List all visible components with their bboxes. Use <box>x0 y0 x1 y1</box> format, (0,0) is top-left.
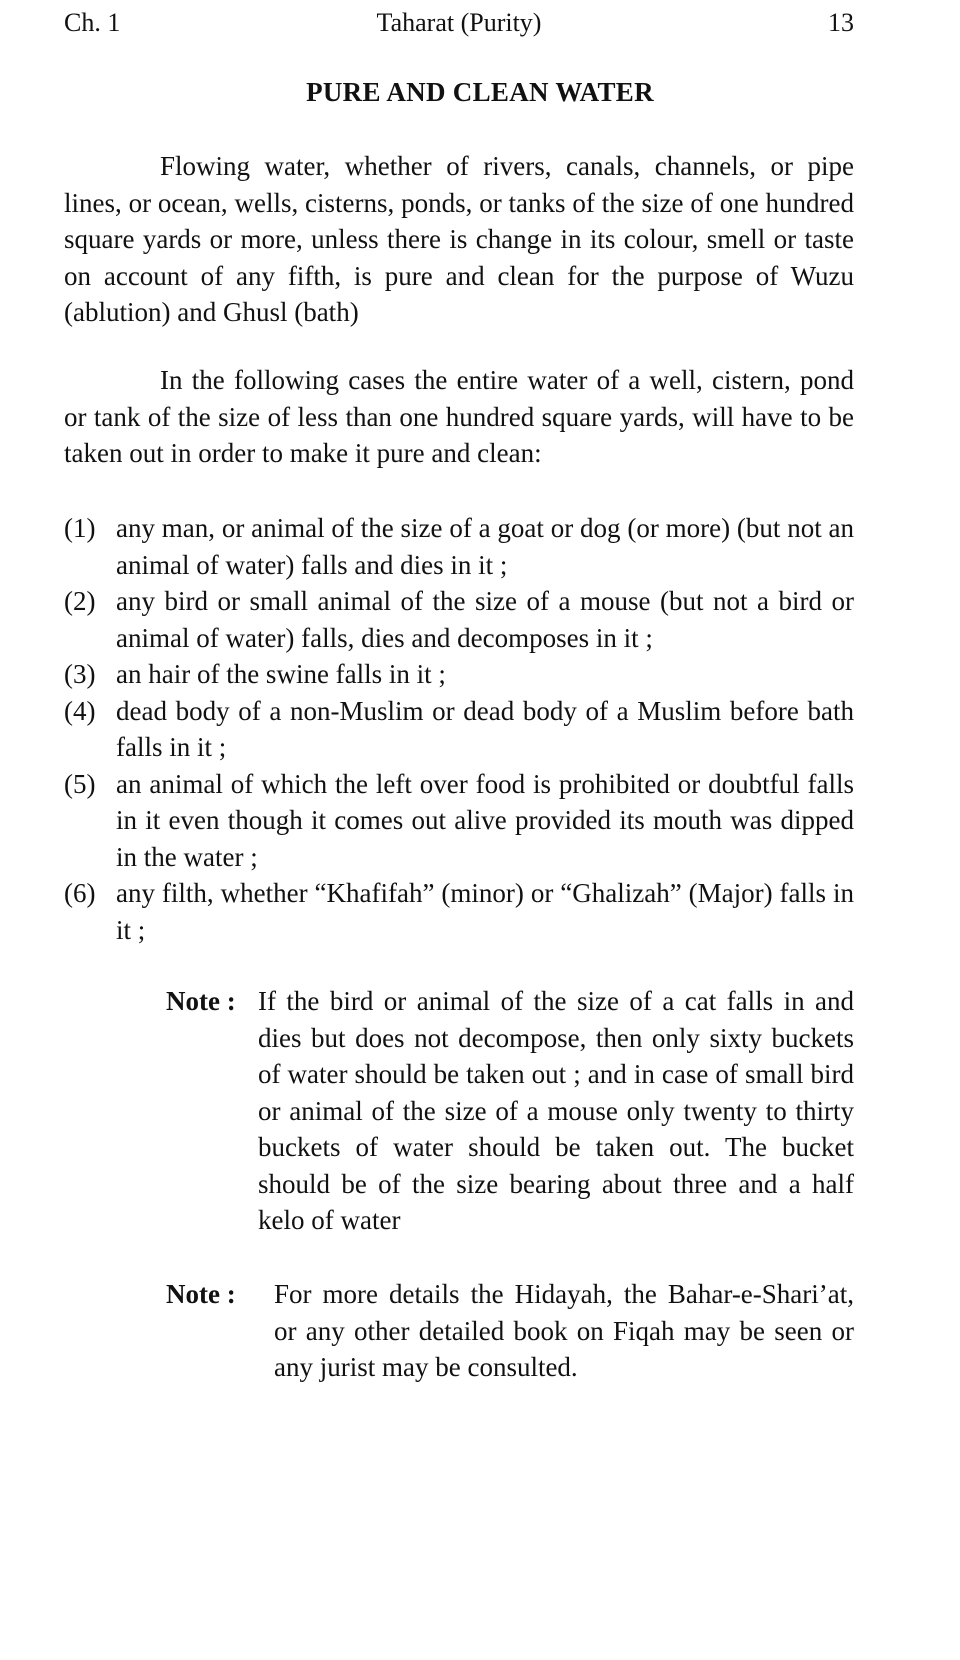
list-item-number: (3) <box>64 659 96 689</box>
list-item-text: any filth, whether “Khafifah” (minor) or “Ghalizah” (Major) falls in it ; <box>116 878 854 945</box>
list-item <box>64 510 854 583</box>
cases-list <box>64 510 854 948</box>
list-item <box>64 875 854 948</box>
running-title: Taharat (Purity) <box>376 8 542 37</box>
list-item-text: dead body of a non-Muslim or dead body of a Muslim before bath falls in it ; <box>116 695 854 762</box>
list-item-text: an hair of the swine falls in it ; <box>116 659 446 689</box>
list-item-number: (4) <box>64 695 96 726</box>
list-item-text: any man, or animal of the size of a goat or dog (or more) (but not an animal of water) falls and dies in it ; <box>116 513 854 580</box>
list-item <box>64 766 854 876</box>
note-further-details <box>166 1276 854 1386</box>
running-header <box>64 6 854 40</box>
list-item <box>64 583 854 656</box>
list-item-text: an animal of which the left over food is prohibited or doubtful falls in it even though it comes out alive provided its mouth was dipped in the water ; <box>116 768 854 872</box>
note-label: Note : <box>166 986 243 1016</box>
paragraph-following-cases: In the following cases the entire water of a well, cistern, pond or tank of the size of less than one hundred square yards, will have to be taken out in order to make it pure and clean: <box>64 365 854 468</box>
list-item-number: (1) <box>64 513 96 543</box>
list-item-number: (5) <box>64 768 96 799</box>
note-label: Note : <box>166 1279 243 1309</box>
note-bucket-count <box>166 983 854 1239</box>
section-title: PURE AND CLEAN WATER <box>306 77 654 107</box>
list-item-text: any bird or small animal of the size of a mouse (but not a bird or animal of water) falls, dies and decomposes in it ; <box>116 586 854 653</box>
list-item <box>64 693 854 766</box>
list-item-number: (2) <box>64 586 96 616</box>
note-text: If the bird or animal of the size of a cat falls in and dies but does not decompose, then only sixty buckets of water should be taken out ; and in case of small bird or animal of the size of a mouse only twenty to thirty buckets of water should be taken out. The bucket should be of the size bearing about three and a half kelo of water <box>258 986 854 1235</box>
list-item <box>64 656 854 693</box>
page-number: 13 <box>828 8 854 37</box>
note-text: For more details the Hidayah, the Bahar-e-Shari’at, or any other detailed book on Fiqah may be seen or any jurist may be consulted. <box>274 1279 854 1382</box>
paragraph-flowing-water: Flowing water, whether of rivers, canals, channels, or pipe lines, or ocean, wells, cisterns, ponds, or tanks of the size of one hundred square yards or more, unless there is change in its colour, smell or taste on account of any fifth, is pure and clean for the purpose of Wuzu (ablution) and Ghusl (bath) <box>64 151 854 327</box>
chapter-label: Ch. 1 <box>64 8 121 37</box>
list-item-number: (6) <box>64 878 96 908</box>
